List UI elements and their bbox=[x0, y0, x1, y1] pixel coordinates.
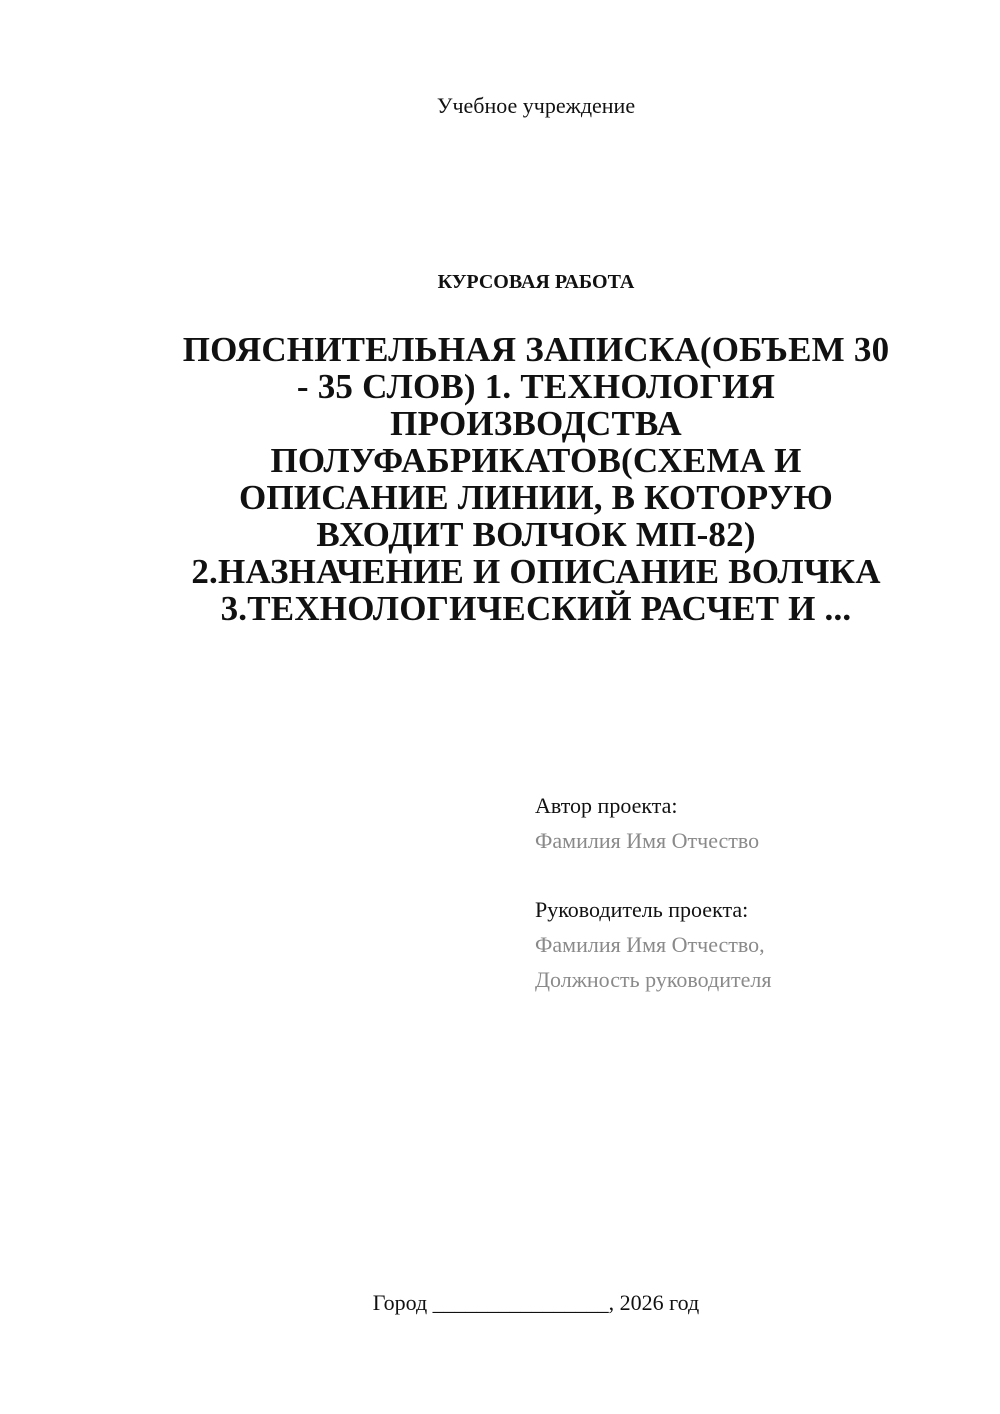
topic-line: ВХОДИТ ВОЛЧОК МП-82) bbox=[316, 515, 756, 554]
work-type-heading: КУРСОВАЯ РАБОТА bbox=[437, 271, 635, 293]
topic-line: ПРОИЗВОДСТВА bbox=[390, 404, 682, 443]
supervisor-position: Должность руководителя bbox=[535, 967, 772, 992]
topic-line: 2.НАЗНАЧЕНИЕ И ОПИСАНИЕ ВОЛЧКА bbox=[191, 552, 881, 591]
supervisor-label: Руководитель проекта: bbox=[535, 897, 749, 922]
topic-line: - 35 СЛОВ) 1. ТЕХНОЛОГИЯ bbox=[296, 367, 776, 406]
institution-name: Учебное учреждение bbox=[436, 93, 636, 118]
topic-line: ПОЛУФАБРИКАТОВ(СХЕМА И bbox=[270, 441, 802, 480]
topic-line: 3.ТЕХНОЛОГИЧЕСКИЙ РАСЧЕТ И ... bbox=[220, 589, 852, 628]
author-name: Фамилия Имя Отчество bbox=[535, 828, 760, 853]
spacer bbox=[535, 858, 975, 892]
topic-line: ОПИСАНИЕ ЛИНИИ, В КОТОРУЮ bbox=[238, 478, 834, 517]
project-roles bbox=[535, 788, 975, 997]
supervisor-name: Фамилия Имя Отчество, bbox=[535, 932, 765, 957]
city-year-line: Город ________________, 2026 год bbox=[372, 1290, 700, 1315]
topic-line: ПОЯСНИТЕЛЬНАЯ ЗАПИСКА(ОБЪЕМ 30 bbox=[182, 330, 890, 369]
topic-title bbox=[150, 331, 922, 627]
author-label: Автор проекта: bbox=[535, 793, 678, 818]
